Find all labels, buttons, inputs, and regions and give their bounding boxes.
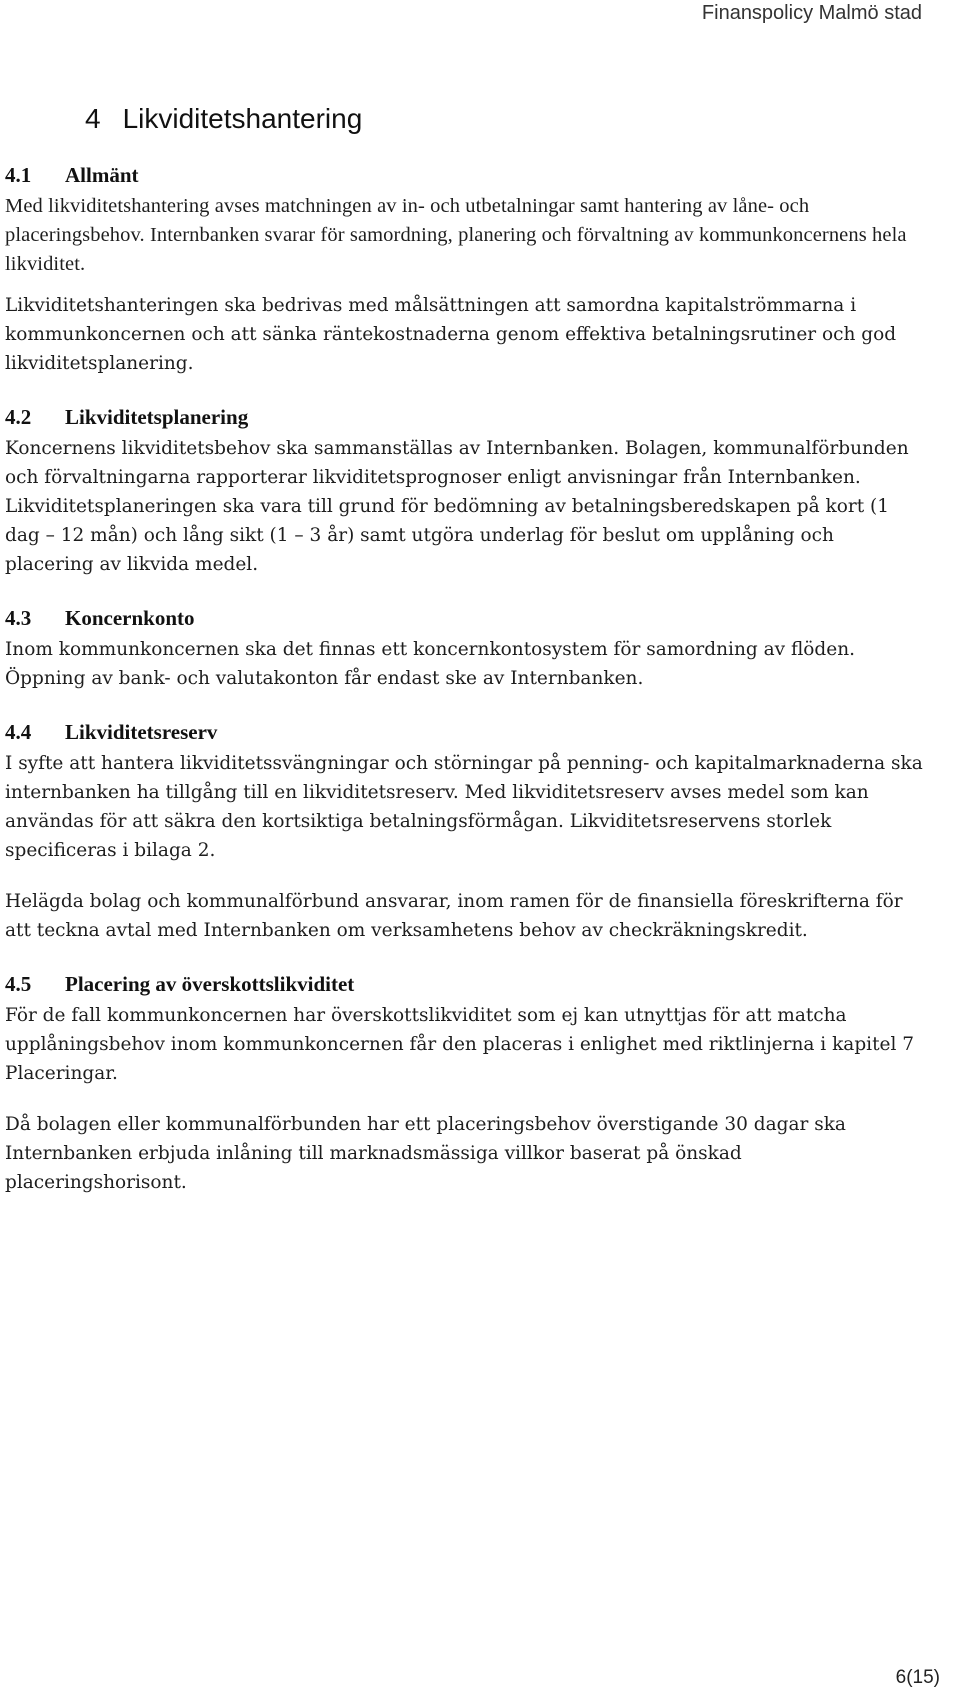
chapter-number: 4 [85,103,101,134]
section-number: 4.2 [5,405,32,429]
paragraph: Helägda bolag och kommunalförbund ansvarar, inom ramen för de finansiella föreskrifterna för att teckna avtal med Internbanken om verksamhetens behov av checkräkningskredit. [5,891,903,941]
page-number: 6(15) [895,1667,940,1688]
paragraph: Då bolagen eller kommunalförbunden har ett placeringsbehov överstigande 30 dagar ska Internbanken erbjuda inlåning till marknadsmässiga villkor baserat på önskad placeringshorisont. [5,1114,846,1193]
section-title: Placering av överskottslikviditet [65,972,355,996]
section-number: 4.4 [5,720,32,744]
paragraph: Koncernens likviditetsbehov ska sammanställas av Internbanken. Bolagen, kommunalförbunden och förvaltningarna rapporterar likviditetsprognoser enligt anvisningar från Internbanken. Likviditetsplaneringen ska vara till grund för bedömning av betalningsberedskapen på kort (1 dag – 12 mån) och lång sikt (1 – 3 år) samt utgöra underlag för beslut om upplåning och placering av likvida medel. [5,438,909,575]
section-title: Allmänt [65,163,139,187]
section-heading-allmant [5,158,925,192]
section-heading-koncernkonto [5,601,925,635]
paragraph: Inom kommunkoncernen ska det finnas ett koncernkontosystem för samordning av flöden. Öppning av bank- och valutakonton får endast ske av Internbanken. [5,639,856,689]
section-number: 4.5 [5,972,32,996]
section-number: 4.3 [5,606,32,630]
section-number: 4.1 [5,163,32,187]
paragraph: I syfte att hantera likviditetssvängningar och störningar på penning- och kapitalmarknaderna ska internbanken ha tillgång till en likviditetsreserv. Med likviditetsreserv avses medel som kan användas för att säkra den kortsiktiga betalningsförmågan. Likviditetsreservens storlek specificeras i bilaga 2. [5,753,923,861]
section-heading-likviditetsreserv [5,715,925,749]
section-title: Koncernkonto [65,606,195,630]
document-body [5,158,925,1197]
paragraph: Likviditetshanteringen ska bedrivas med målsättningen att samordna kapitalströmmarna i kommunkoncernen och att sänka räntekostnaderna genom effektiva betalningsrutiner och god likviditetsplanering. [5,295,897,374]
document-header-title: Finanspolicy Malmö stad [701,2,922,24]
chapter-title-text: Likviditetshantering [122,103,363,134]
section-title: Likviditetsreserv [65,720,218,744]
paragraph: Med likviditetshantering avses matchningen av in- och utbetalningar samt hantering av låne- och placeringsbehov. Internbanken svarar för samordning, planering och förvaltning av kommunkoncernens hela likviditet. [5,195,907,275]
section-heading-placering [5,967,925,1001]
section-title: Likviditetsplanering [65,405,249,429]
paragraph: För de fall kommunkoncernen har överskottslikviditet som ej kan utnyttjas för att matcha upplåningsbehov inom kommunkoncernen får den placeras i enlighet med riktlinjerna i kapitel 7 Placeringar. [5,1005,915,1084]
chapter-title [85,103,362,135]
section-heading-likviditetsplanering [5,400,925,434]
